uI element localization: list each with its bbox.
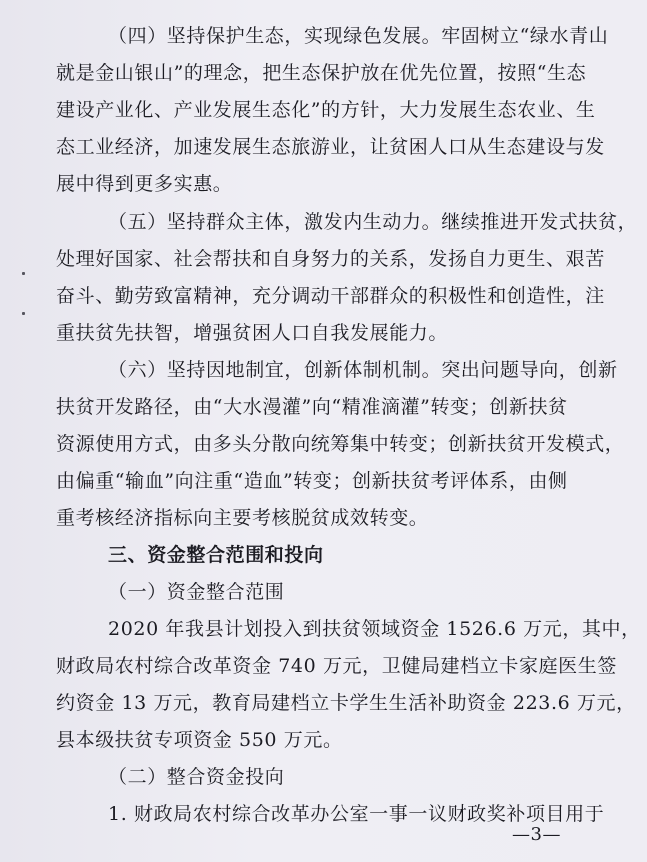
text-line: 奋斗、勤劳致富精神，充分调动干部群众的积极性和创造性，注 bbox=[56, 285, 605, 307]
scan-speck bbox=[22, 272, 25, 275]
text-line: （六）坚持因地制宜，创新体制机制。突出问题导向，创新 bbox=[108, 359, 618, 381]
paragraph-funding bbox=[56, 611, 641, 759]
text-line: 展中得到更多实惠。 bbox=[56, 173, 233, 195]
text-line: 重考核经济指标向主要考核脱贫成效转变。 bbox=[56, 507, 429, 529]
subheading-text: （二）整合资金投向 bbox=[108, 766, 285, 788]
text-line: 扶贫开发路径，由“大水漫灌”向“精准滴灌”转变；创新扶贫 bbox=[56, 396, 568, 418]
text-line: （四）坚持保护生态，实现绿色发展。牢固树立“绿水青山 bbox=[108, 25, 609, 47]
text-line: 1. 财政局农村综合改革办公室一事一议财政奖补项目用于 bbox=[108, 803, 605, 825]
text-line: 约资金 13 万元，教育局建档立卡学生生活补助资金 223.6 万元， bbox=[56, 692, 636, 714]
section-heading-text: 三、资金整合范围和投向 bbox=[108, 544, 324, 566]
paragraph-local-conditions bbox=[56, 352, 625, 537]
text-line: 2020 年我县计划投入到扶贫领域资金 1526.6 万元，其中， bbox=[108, 618, 641, 640]
text-line: 就是金山银山”的理念，把生态保护放在优先位置，按照“生态 bbox=[56, 62, 587, 84]
subheading-scope bbox=[56, 574, 596, 611]
page-number: —3— bbox=[512, 824, 561, 845]
section-heading bbox=[56, 537, 596, 574]
text-line: 资源使用方式，由多头分散向统筹集中转变；创新扶贫开发模式， bbox=[56, 433, 625, 455]
scan-speck bbox=[22, 312, 25, 315]
paragraph-ecology bbox=[56, 18, 609, 203]
text-line: 态工业经济，加速发展生态旅游业，让贫困人口从生态建设与发 bbox=[56, 136, 605, 158]
subheading-direction bbox=[56, 759, 596, 796]
text-line: 建设产业化、产业发展生态化”的方针，大力发展生态农业、生 bbox=[56, 99, 596, 121]
paragraph-masses bbox=[56, 204, 638, 352]
text-line: （五）坚持群众主体，激发内生动力。继续推进开发式扶贫， bbox=[108, 211, 638, 233]
text-line: 县本级扶贫专项资金 550 万元。 bbox=[56, 729, 343, 751]
text-line: 财政局农村综合改革资金 740 万元，卫健局建档立卡家庭医生签 bbox=[56, 655, 617, 677]
text-line: 重扶贫先扶智，增强贫困人口自我发展能力。 bbox=[56, 322, 449, 344]
text-line: 处理好国家、社会帮扶和自身努力的关系，发扬自力更生、艰苦 bbox=[56, 248, 605, 270]
subheading-text: （一）资金整合范围 bbox=[108, 581, 285, 603]
text-line: 由偏重“输血”向注重“造血”转变；创新扶贫考评体系，由侧 bbox=[56, 470, 568, 492]
